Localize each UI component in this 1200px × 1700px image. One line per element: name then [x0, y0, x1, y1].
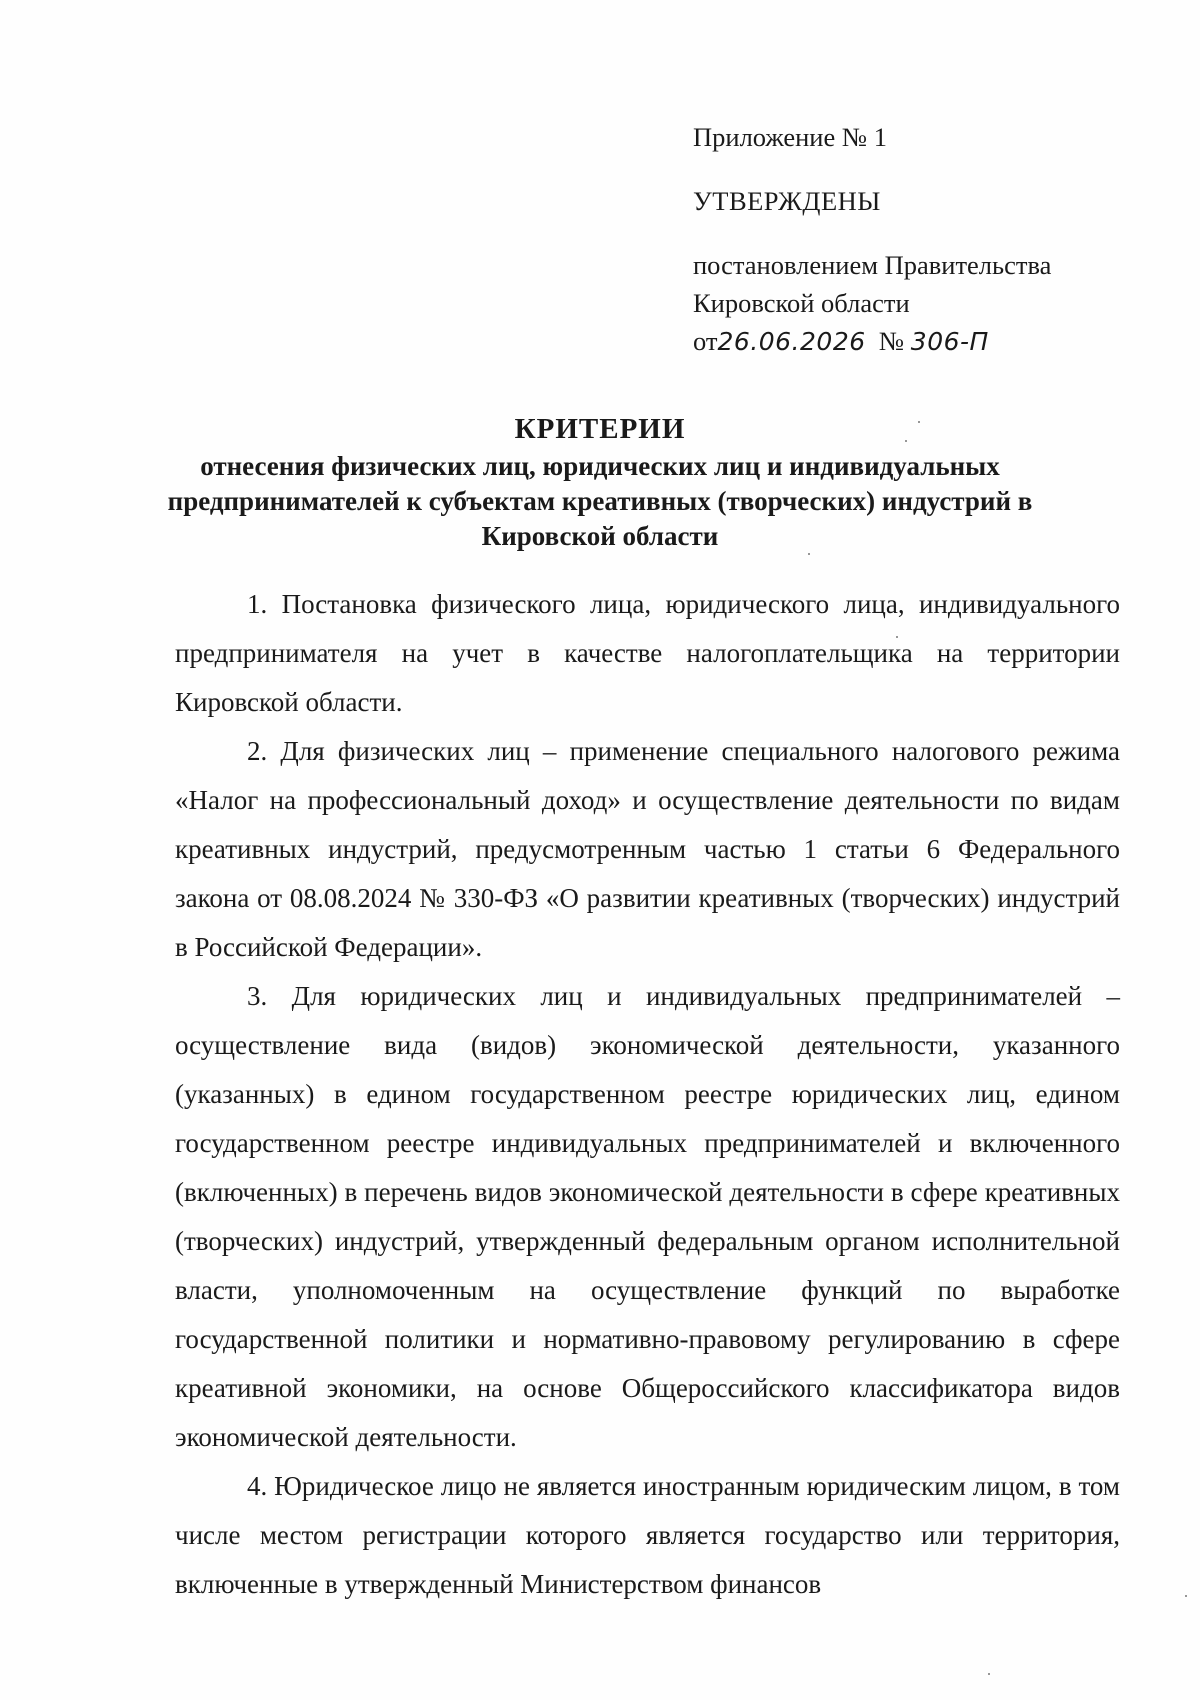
paragraph-3: 3. Для юридических лиц и индивидуальных предпринимателей – осуществление вида (видов) экономической деятельности, указанного (указанных) в едином государственном реестре юридических лиц, едином государственном реестре индивидуальных предпринимателей и включенного (включенных) в перечень видов экономической деятельности в сфере креативных (творческих) индустрий, утвержденный федеральным органом исполнительной власти, уполномоченным на осуществление функций по выработке государственной политики и нормативно-правовому регулированию в сфере креативной экономики, на основе Общероссийского классификатора видов экономической деятельности. [175, 981, 1120, 1452]
title-main: КРИТЕРИИ [514, 413, 686, 445]
scan-speck [988, 1673, 990, 1675]
paragraph-4: 4. Юридическое лицо не является иностранным юридическим лицом, в том числе местом регистрации которого является государство или территория, включенные в утвержденный Министерством финансов [175, 1471, 1120, 1599]
approved-label: УТВЕРЖДЕНЫ [693, 186, 881, 216]
title-line-1: отнесения физических лиц, юридических лиц и индивидуальных [200, 451, 1000, 481]
appendix-label: Приложение № 1 [693, 122, 888, 152]
handwritten-number: 306-П [910, 327, 989, 356]
scan-speck [918, 421, 920, 423]
approval-line-1: постановлением Правительства [693, 250, 1052, 280]
document-body [175, 580, 1120, 1609]
approval-line-2: Кировской области [693, 288, 910, 318]
paragraph-1: 1. Постановка физического лица, юридического лица, индивидуального предпринимателя на учет в качестве налогоплательщика на территории Кировской области. [175, 589, 1120, 717]
title-line-3: Кировской области [481, 521, 719, 551]
handwritten-date: 26.06.2026 [717, 327, 866, 356]
scan-speck [905, 440, 907, 442]
approval-date-line [693, 322, 1113, 361]
scan-speck [896, 636, 898, 638]
title-line-2: предпринимателей к субъектам креативных (творческих) индустрий в [167, 486, 1033, 516]
approval-block [693, 118, 1113, 361]
scan-speck [808, 553, 810, 555]
paragraph-2: 2. Для физических лиц – применение специального налогового режима «Налог на профессиональный доход» и осуществление деятельности по видам креативных индустрий, предусмотренным частью 1 статьи 6 Федерального закона от 08.08.2024 № 330-ФЗ «О развитии креативных (творческих) индустрий в Российской Федерации». [175, 736, 1120, 962]
scan-speck [1185, 1595, 1187, 1597]
date-prefix: от [693, 326, 718, 356]
number-prefix: № [878, 326, 905, 356]
document-title [150, 412, 1050, 554]
